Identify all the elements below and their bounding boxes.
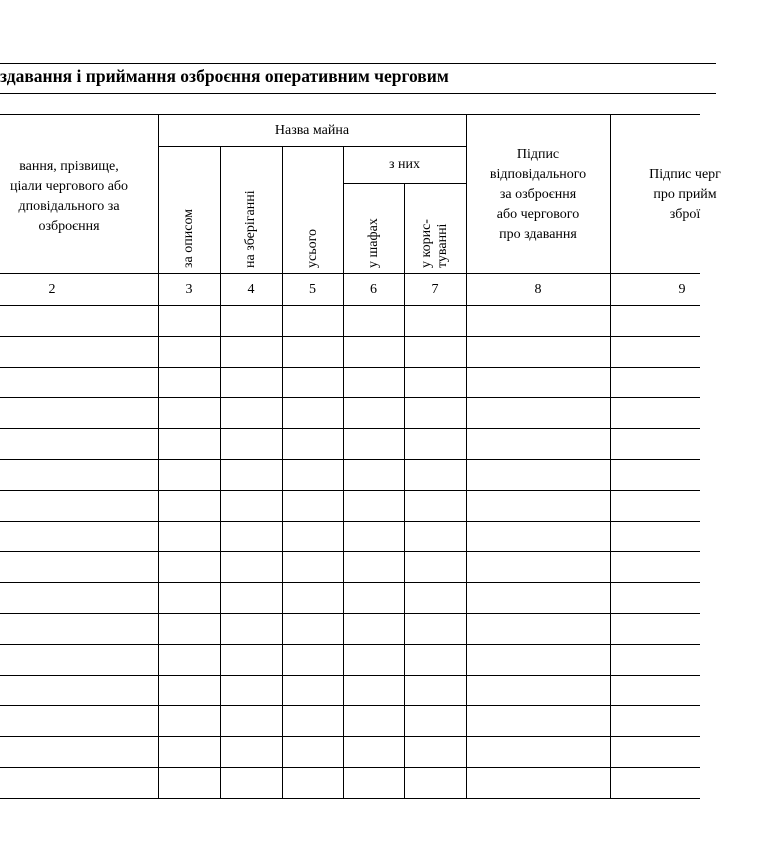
table-row-line: [0, 336, 700, 337]
vline-158-full: [158, 114, 159, 798]
vline-282: [282, 146, 283, 798]
vline-610: [610, 114, 611, 798]
col-number-5: 5: [309, 282, 316, 297]
table-row-line: [0, 613, 700, 614]
col7-line-2: туванні: [435, 223, 450, 268]
table-row-line: [0, 705, 700, 706]
table-row-line: [0, 736, 700, 737]
header-top-line: [0, 114, 700, 115]
vline-220: [220, 146, 221, 798]
group-divider-line: [158, 146, 466, 147]
table-row-line: [0, 397, 700, 398]
col-number-4: 4: [247, 282, 255, 297]
col7-header: [419, 219, 451, 268]
col-number-9: 9: [678, 282, 686, 297]
col2-header: [0, 157, 158, 237]
col4-header: на зберіганні: [243, 190, 258, 268]
table-row-line: [0, 305, 700, 306]
table-row-line: [0, 367, 700, 368]
col2-line-2: ціали чергового або: [9, 179, 129, 194]
col-number-8: 8: [534, 282, 542, 297]
table-row-line: [0, 459, 700, 460]
table-row-line: [0, 675, 700, 676]
col-number-2: 2: [48, 282, 56, 297]
col8-line-2: відповідального: [489, 167, 587, 182]
col-number-7: 7: [431, 282, 439, 297]
group-header-property: Назва майна: [274, 123, 350, 138]
col8-line-1: Підпис: [516, 147, 560, 162]
col-number-3: 3: [185, 282, 193, 297]
col7-line-1: у корис-: [419, 219, 434, 268]
col2-line-1: вання, прізвище,: [19, 159, 119, 174]
col9-header: [610, 165, 760, 225]
table-row-line: [0, 521, 700, 522]
subgroup-header-of-them: з них: [388, 157, 420, 172]
col8-line-5: про здавання: [499, 227, 577, 242]
col9-line-2: про прийм: [653, 187, 717, 202]
col2-line-3: дповідального за: [18, 199, 120, 214]
col9-line-3: зброї: [669, 207, 701, 222]
table-row-line: [0, 428, 700, 429]
col3-header: за описом: [181, 208, 196, 268]
table-row-line: [0, 644, 700, 645]
page-title: здавання і приймання озброєння оперативним черговим: [0, 66, 449, 86]
table-row-line: [0, 551, 700, 552]
table-row-line: [0, 582, 700, 583]
table-row-line: [0, 490, 700, 491]
vline-343: [343, 146, 344, 798]
col8-line-3: за озброєння: [499, 187, 577, 202]
table-row-line: [0, 798, 700, 799]
col6-header: у шафах: [366, 218, 381, 268]
col9-line-1: Підпис черг: [649, 167, 721, 182]
header-bottom-line: [0, 273, 700, 274]
vline-466: [466, 114, 467, 798]
col8-line-4: або чергового: [496, 207, 580, 222]
col8-header: [466, 145, 610, 245]
table-row-line: [0, 767, 700, 768]
col5-header: усього: [305, 229, 320, 268]
col2-line-4: озброєння: [38, 219, 100, 234]
col-number-6: 6: [370, 282, 377, 297]
